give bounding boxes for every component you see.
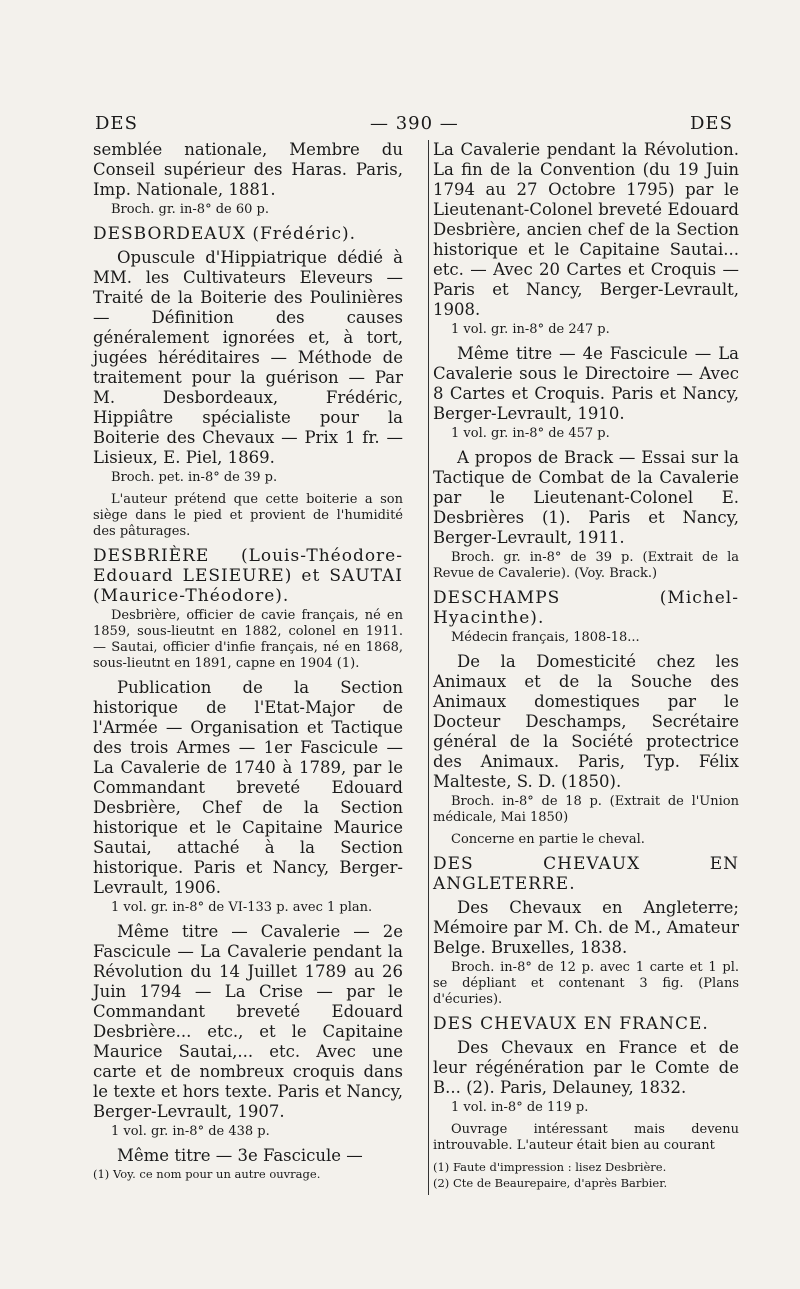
note: Broch. in-8° de 18 p. (Extrait de l'Union médicale, Mai 1850)	[433, 794, 739, 825]
paragraph: Même titre — 3e Fascicule —	[117, 1146, 363, 1165]
note: 1 vol. gr. in-8° de 247 p.	[451, 322, 610, 337]
note: 1 vol. gr. in-8° de 438 p.	[111, 1124, 270, 1139]
paragraph: Même titre — Cavalerie — 2e Fascicule — La Cavalerie pendant la Révolution du 14 Juillet 1789 au 26 Juin 1794 — La Crise — par le Commandant breveté Edouard Desbrière... etc., et le Capitaine Maurice Sautai,... etc. Avec une carte et de nombreux croquis dans le texte et hors texte. Paris et Nancy, Berger-Levrault, 1907.	[93, 922, 403, 1121]
note: 1 vol. in-8° de 119 p.	[451, 1100, 589, 1115]
note: Ouvrage intéressant mais devenu introuvable. L'auteur était bien au courant	[433, 1122, 739, 1153]
note: Broch. in-8° de 12 p. avec 1 carte et 1 pl. se dépliant et contenant 3 fig. (Plans d'écuries).	[433, 960, 739, 1007]
paragraph: A propos de Brack — Essai sur la Tactique de Combat de la Cavalerie par le Lieutenant-Colonel E. Desbrières (1). Paris et Nancy, Berger-Levrault, 1911.	[433, 448, 739, 547]
note: Broch. pet. in-8° de 39 p.	[111, 470, 278, 485]
note: 1 vol. gr. in-8° de 457 p.	[451, 426, 610, 441]
column-divider	[428, 140, 429, 1195]
right-column	[433, 140, 739, 1192]
entry-heading: DESBORDEAUX (Frédéric).	[93, 224, 357, 244]
page-number: — 390 —	[370, 113, 459, 134]
footnote: (2) Cte de Beaurepaire, d'après Barbier.	[433, 1176, 668, 1190]
entry-heading: DES CHEVAUX EN FRANCE.	[433, 1014, 709, 1034]
paragraph: Opuscule d'Hippiatrique dédié à MM. les Cultivateurs Eleveurs — Traité de la Boiterie des Poulinières — Définition des causes généralement ignorées et, à tort, jugées héréditaires — Méthode de traitement pour la guérison — Par M. Desbordeaux, Frédéric, Hippiâtre spécialiste pour la Boiterie des Chevaux — Prix 1 fr. — Lisieux, E. Piel, 1869.	[93, 248, 403, 467]
footnote: (1) Faute d'impression : lisez Desbrière.	[433, 1160, 667, 1174]
note: Desbrière, officier de cavie français, né en 1859, sous-lieutnt en 1882, colonel en 1911. — Sautai, officier d'infie français, né en 1868, sous-lieutnt en 1891, capne en 1904 (1).	[93, 608, 403, 671]
note: Broch. gr. in-8° de 39 p. (Extrait de la Revue de Cavalerie). (Voy. Brack.)	[433, 550, 739, 581]
note: L'auteur prétend que cette boiterie a son siège dans le pied et provient de l'humidité des pâturages.	[93, 492, 403, 539]
left-column	[93, 140, 403, 1183]
paragraph: Des Chevaux en France et de leur régénération par le Comte de B... (2). Paris, Delauney, 1832.	[433, 1038, 739, 1097]
paragraph: Même titre — 4e Fascicule — La Cavalerie sous le Directoire — Avec 8 Cartes et Croquis. Paris et Nancy, Berger-Levrault, 1910.	[433, 344, 739, 423]
note: Concerne en partie le cheval.	[451, 832, 645, 847]
note: 1 vol. gr. in-8° de VI-133 p. avec 1 plan.	[111, 900, 373, 915]
paragraph: La Cavalerie pendant la Révolution. La fin de la Convention (du 19 Juin 1794 au 27 Octobre 1795) par le Lieutenant-Colonel breveté Edouard Desbrière, ancien chef de la Section historique et le Capitaine Sautai... etc. — Avec 20 Cartes et Croquis — Paris et Nancy, Berger-Levrault, 1908.	[433, 140, 739, 319]
entry-heading: DESCHAMPS (Michel-Hyacinthe).	[433, 588, 739, 628]
entry-heading: DESBRIÈRE (Louis-Théodore-Edouard LESIEURE) et SAUTAI (Maurice-Théodore).	[93, 546, 403, 606]
entry-heading: DES CHEVAUX EN ANGLETERRE.	[433, 854, 739, 894]
paragraph: semblée nationale, Membre du Conseil supérieur des Haras. Paris, Imp. Nationale, 1881.	[93, 140, 403, 199]
paragraph: Des Chevaux en Angleterre; Mémoire par M. Ch. de M., Amateur Belge. Bruxelles, 1838.	[433, 898, 739, 957]
note: Médecin français, 1808-18...	[451, 630, 640, 645]
paragraph: De la Domesticité chez les Animaux et de la Souche des Animaux domestiques par le Docteur Deschamps, Secrétaire général de la Société protectrice des Animaux. Paris, Typ. Félix Malteste, S. D. (1850).	[433, 652, 739, 791]
paragraph: Publication de la Section historique de l'Etat-Major de l'Armée — Organisation et Tactique des trois Armes — 1er Fascicule — La Cavalerie de 1740 à 1789, par le Commandant breveté Edouard Desbrière, Chef de la Section historique et le Capitaine Maurice Sautai, attaché à la Section historique. Paris et Nancy, Berger-Levrault, 1906.	[93, 678, 403, 897]
footnote: (1) Voy. ce nom pour un autre ouvrage.	[93, 1167, 321, 1181]
running-head-right: DES	[690, 113, 733, 134]
note: Broch. gr. in-8° de 60 p.	[111, 202, 269, 217]
running-head-left: DES	[95, 113, 138, 134]
